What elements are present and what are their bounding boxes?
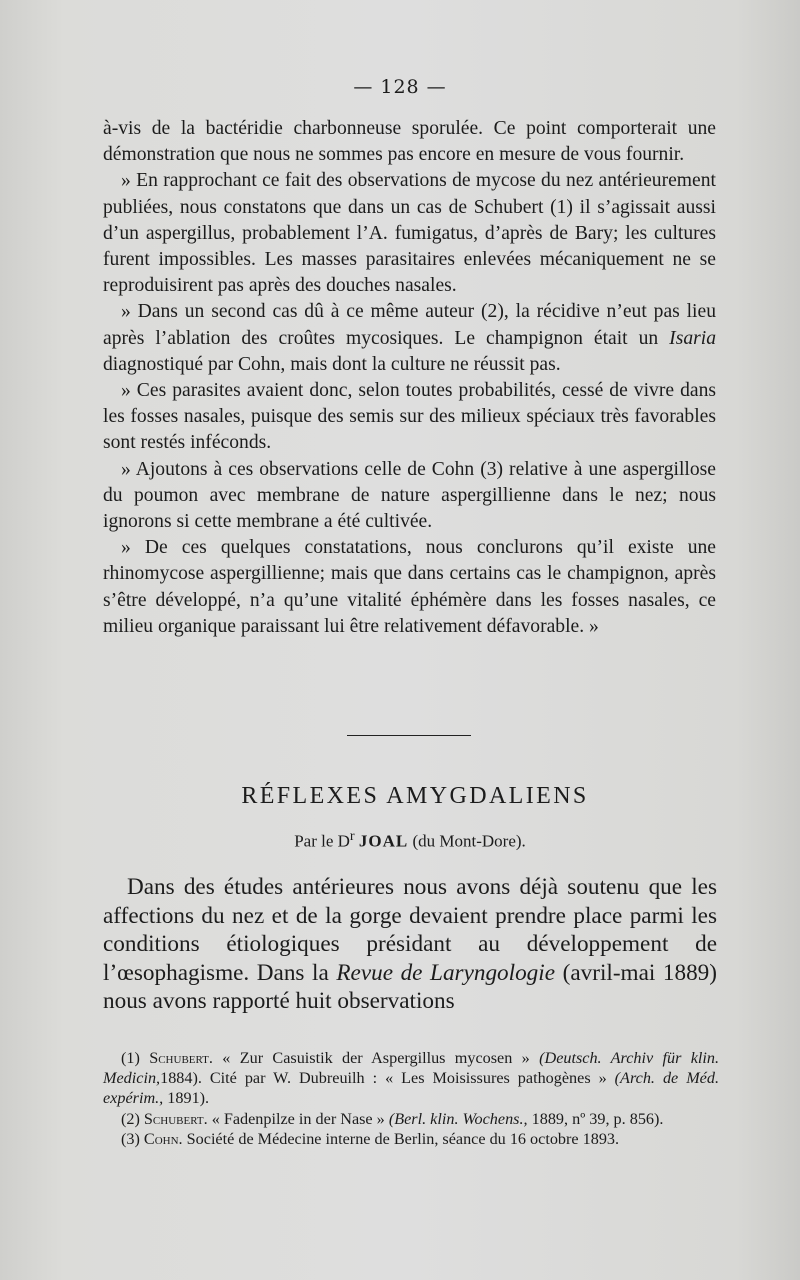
intro-paragraph <box>103 873 717 1016</box>
journal-title: Revue de Laryngologie <box>336 959 556 986</box>
section-title: RÉFLEXES AMYGDALIENS <box>241 783 589 809</box>
footnote-source-2: (Arch. de Méd. expérim., <box>103 1069 720 1108</box>
paragraph-6: » De ces quelques constatations, nous conclurons qu’il existe une rhinomycose aspergillienne; mais que dans certains cas le champignon, après s’être développé, n’a qu’une vitalité éphémère dans les fosses nasales, ce milieu organique paraissant lui être relativement défavorable. » <box>103 537 716 637</box>
footnote-source: (Deutsch. Archiv für klin. Medicin, <box>103 1049 720 1088</box>
footnote-mark: (2) <box>121 1109 140 1128</box>
footnote-mark: (1) <box>121 1049 140 1067</box>
footnote-quote: « Zur Casuistik der Aspergillus mycosen » <box>222 1049 530 1067</box>
body-text <box>103 116 716 640</box>
paragraph-3-start: » Dans un second cas dû à ce même auteur (2), la récidive n’eut pas lieu après l’ablation des croûtes mycosiques. Le champignon était un <box>103 301 716 349</box>
intro-text-before: Dans des études antérieures nous avons déjà soutenu que les affections du nez et de la gorge devaient prendre place parmi les conditions étiologiques présidant au développement de l’œsophagisme. Dans la <box>103 874 717 986</box>
byline-suffix: (du Mont-Dore). <box>412 831 526 851</box>
footnote-author: Cohn. <box>143 1129 183 1148</box>
footnote-3 <box>103 1129 719 1149</box>
paragraph-5: » Ajoutons à ces observations celle de Cohn (3) relative à une aspergillose du poumon avec membrane de nature aspergillienne dans le nez; nous ignorons si cette membrane a été cultivée. <box>103 458 716 533</box>
paragraph-3 <box>103 299 716 378</box>
page-number: — 128 — <box>353 76 447 98</box>
intro-text-after: (avril-mai 1889) nous avons rapporté huit observations <box>103 959 718 1015</box>
paragraph-3-end: diagnostiqué par Cohn, mais dont la culture ne réussit pas. <box>103 353 561 375</box>
footnote-2 <box>103 1109 719 1129</box>
section-divider <box>347 735 471 736</box>
intro-text <box>103 873 717 1016</box>
footnote-source: (Berl. klin. Wochens., <box>388 1109 528 1128</box>
isaria-term: Isaria <box>669 327 716 349</box>
footnote-author: Schubert. <box>149 1049 213 1067</box>
byline-prefix: Par le D <box>294 831 350 851</box>
footnote-rest: 1889, nº 39, p. 856). <box>531 1109 664 1128</box>
byline-sup: r <box>349 828 355 844</box>
paragraph-4: » Ces parasites avaient donc, selon toutes probabilités, cessé de vivre dans les fosses nasales, puisque des semis sur des milieux spéciaux très favorables sont restés inféconds. <box>103 380 716 454</box>
paragraph-1: à-vis de la bactéridie charbonneuse sporulée. Ce point comporterait une démonstration que nous ne sommes pas encore en mesure de vous fournir. <box>103 118 716 166</box>
footnote-mark: (3) <box>121 1129 140 1148</box>
footnotes <box>103 1048 719 1149</box>
footnote-rest: 1884). Cité par W. Dubreuilh : « Les Moisissures pathogènes » <box>160 1069 607 1088</box>
paragraph-2: » En rapprochant ce fait des observations de mycose du nez antérieurement publiées, nous constatons que dans un cas de Schubert (1) il s’agissait aussi d’un aspergillus, probablement l’A. fumigatus, d’après de Bary; les cultures furent impossibles. Les masses parasitaires enlevées mécaniquement ne se reproduisirent pas après des douches nasales. <box>103 170 716 297</box>
byline <box>0 828 800 852</box>
footnote-1 <box>103 1048 719 1109</box>
footnote-rest: Société de Médecine interne de Berlin, séance du 16 octobre 1893. <box>186 1129 620 1148</box>
footnote-tail: 1891). <box>167 1089 210 1108</box>
footnote-author: Schubert. <box>143 1109 208 1128</box>
author-name: JOAL <box>358 831 409 851</box>
footnote-quote: « Fadenpilze in der Nase » <box>211 1109 385 1128</box>
